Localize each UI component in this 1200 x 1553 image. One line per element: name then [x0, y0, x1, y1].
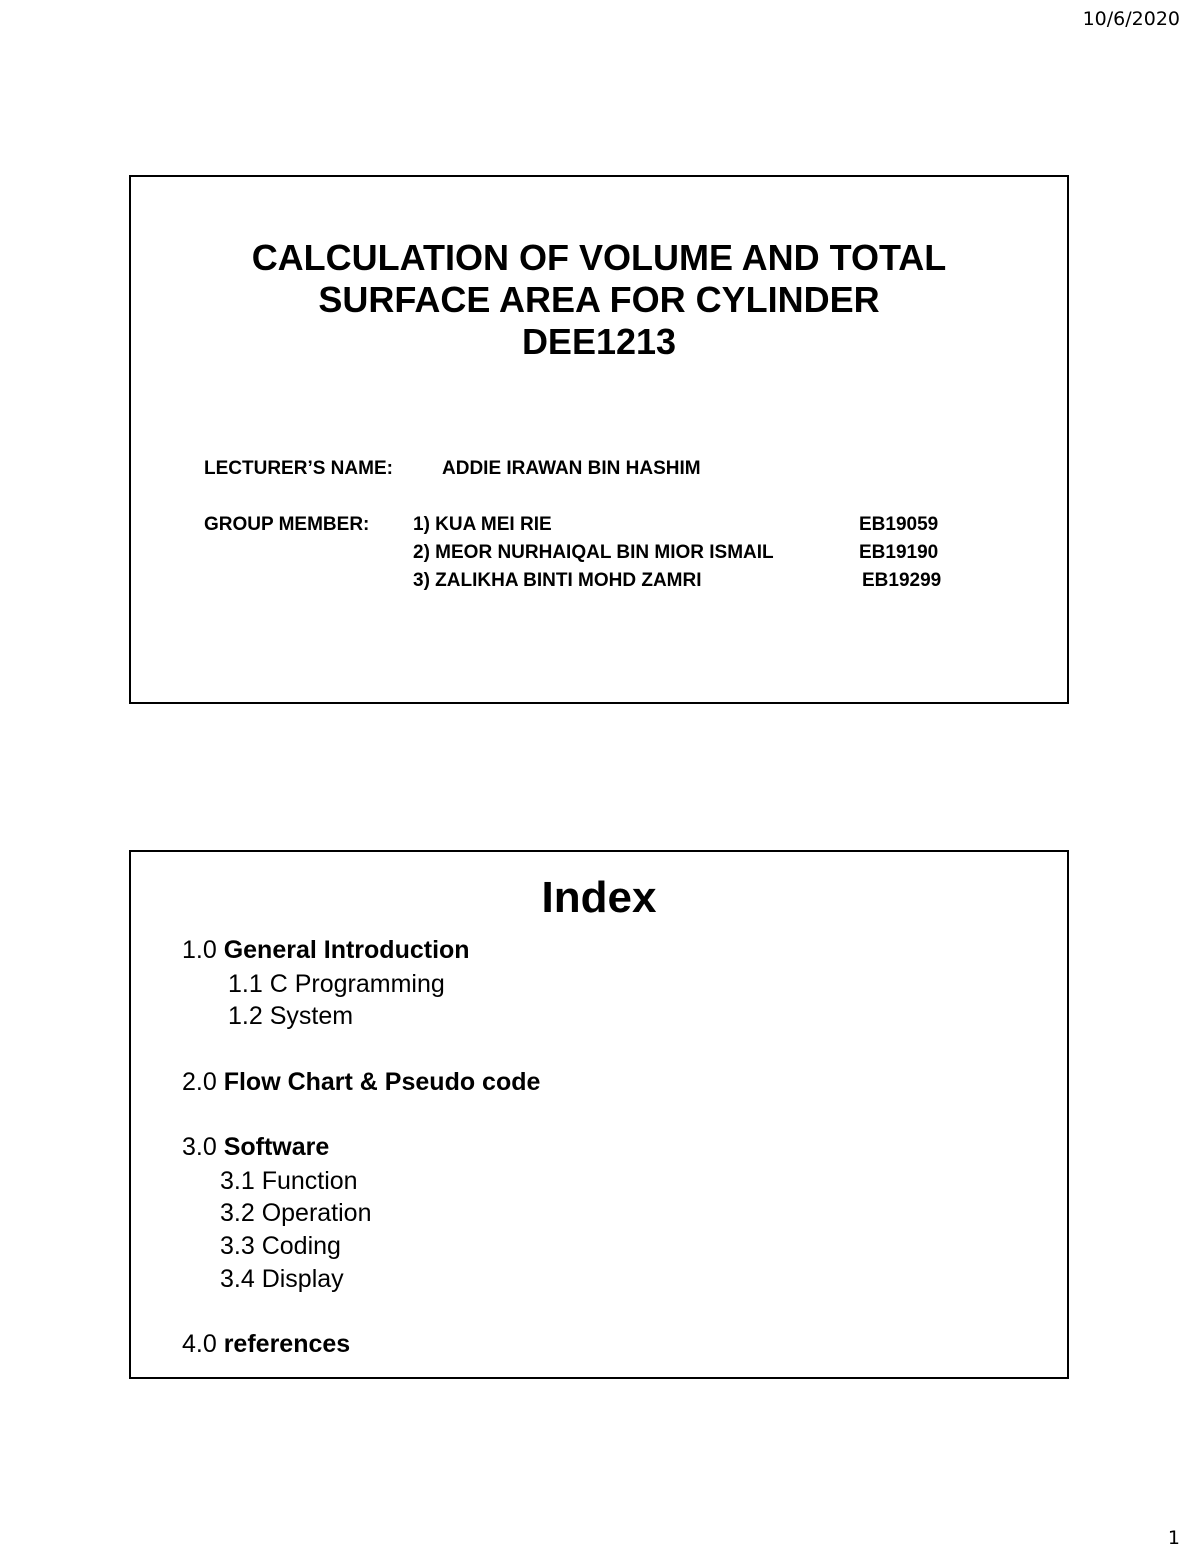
member-name: 3) ZALIKHA BINTI MOHD ZAMRI	[413, 570, 702, 591]
index-label: Function	[261, 1167, 358, 1195]
index-subitem	[228, 968, 445, 1000]
index-subitem	[228, 1000, 353, 1032]
index-label: Display	[261, 1265, 344, 1293]
index-subitem	[220, 1197, 372, 1229]
index-number: 1.2	[228, 1002, 270, 1030]
index-label: Operation	[261, 1199, 372, 1227]
index-label: General Introduction	[223, 936, 470, 964]
index-number: 2.0	[182, 1068, 224, 1096]
index-item	[182, 1066, 540, 1098]
title-line: SURFACE AREA FOR CYLINDER	[318, 279, 880, 320]
slide-title	[131, 237, 1067, 363]
index-item	[182, 1328, 350, 1360]
lecturer-name: ADDIE IRAWAN BIN HASHIM	[442, 458, 701, 479]
index-number: 4.0	[182, 1330, 224, 1358]
index-label: references	[223, 1330, 351, 1358]
member-id: EB19299	[862, 570, 942, 591]
index-subitem	[220, 1165, 358, 1197]
index-number: 1.0	[182, 936, 224, 964]
index-label: Coding	[261, 1232, 341, 1260]
member-id: EB19190	[859, 542, 939, 563]
member-name: 2) MEOR NURHAIQAL BIN MIOR ISMAIL	[413, 542, 774, 563]
index-label: Flow Chart & Pseudo code	[223, 1068, 541, 1096]
title-line: CALCULATION OF VOLUME AND TOTAL	[251, 237, 947, 278]
index-number: 3.2	[220, 1199, 262, 1227]
index-title: Index	[541, 873, 657, 922]
member-name: 1) KUA MEI RIE	[413, 514, 552, 535]
index-item	[182, 1131, 329, 1163]
index-subitem	[220, 1230, 341, 1262]
index-number: 1.1	[228, 970, 270, 998]
lecturer-label: LECTURER’S NAME:	[204, 458, 393, 479]
page-number: 1	[1167, 1527, 1180, 1549]
title-line: DEE1213	[521, 321, 677, 362]
index-item	[182, 934, 470, 966]
index-label: C Programming	[269, 970, 445, 998]
member-id: EB19059	[859, 514, 939, 535]
page-date: 10/6/2020	[1082, 8, 1180, 30]
index-label: Software	[223, 1133, 330, 1161]
index-number: 3.1	[220, 1167, 262, 1195]
index-subitem	[220, 1263, 344, 1295]
index-number: 3.0	[182, 1133, 224, 1161]
index-number: 3.3	[220, 1232, 262, 1260]
index-number: 3.4	[220, 1265, 262, 1293]
index-slide	[129, 850, 1069, 1379]
index-label: System	[269, 1002, 354, 1030]
title-slide	[129, 175, 1069, 704]
group-member-label: GROUP MEMBER:	[204, 514, 370, 535]
